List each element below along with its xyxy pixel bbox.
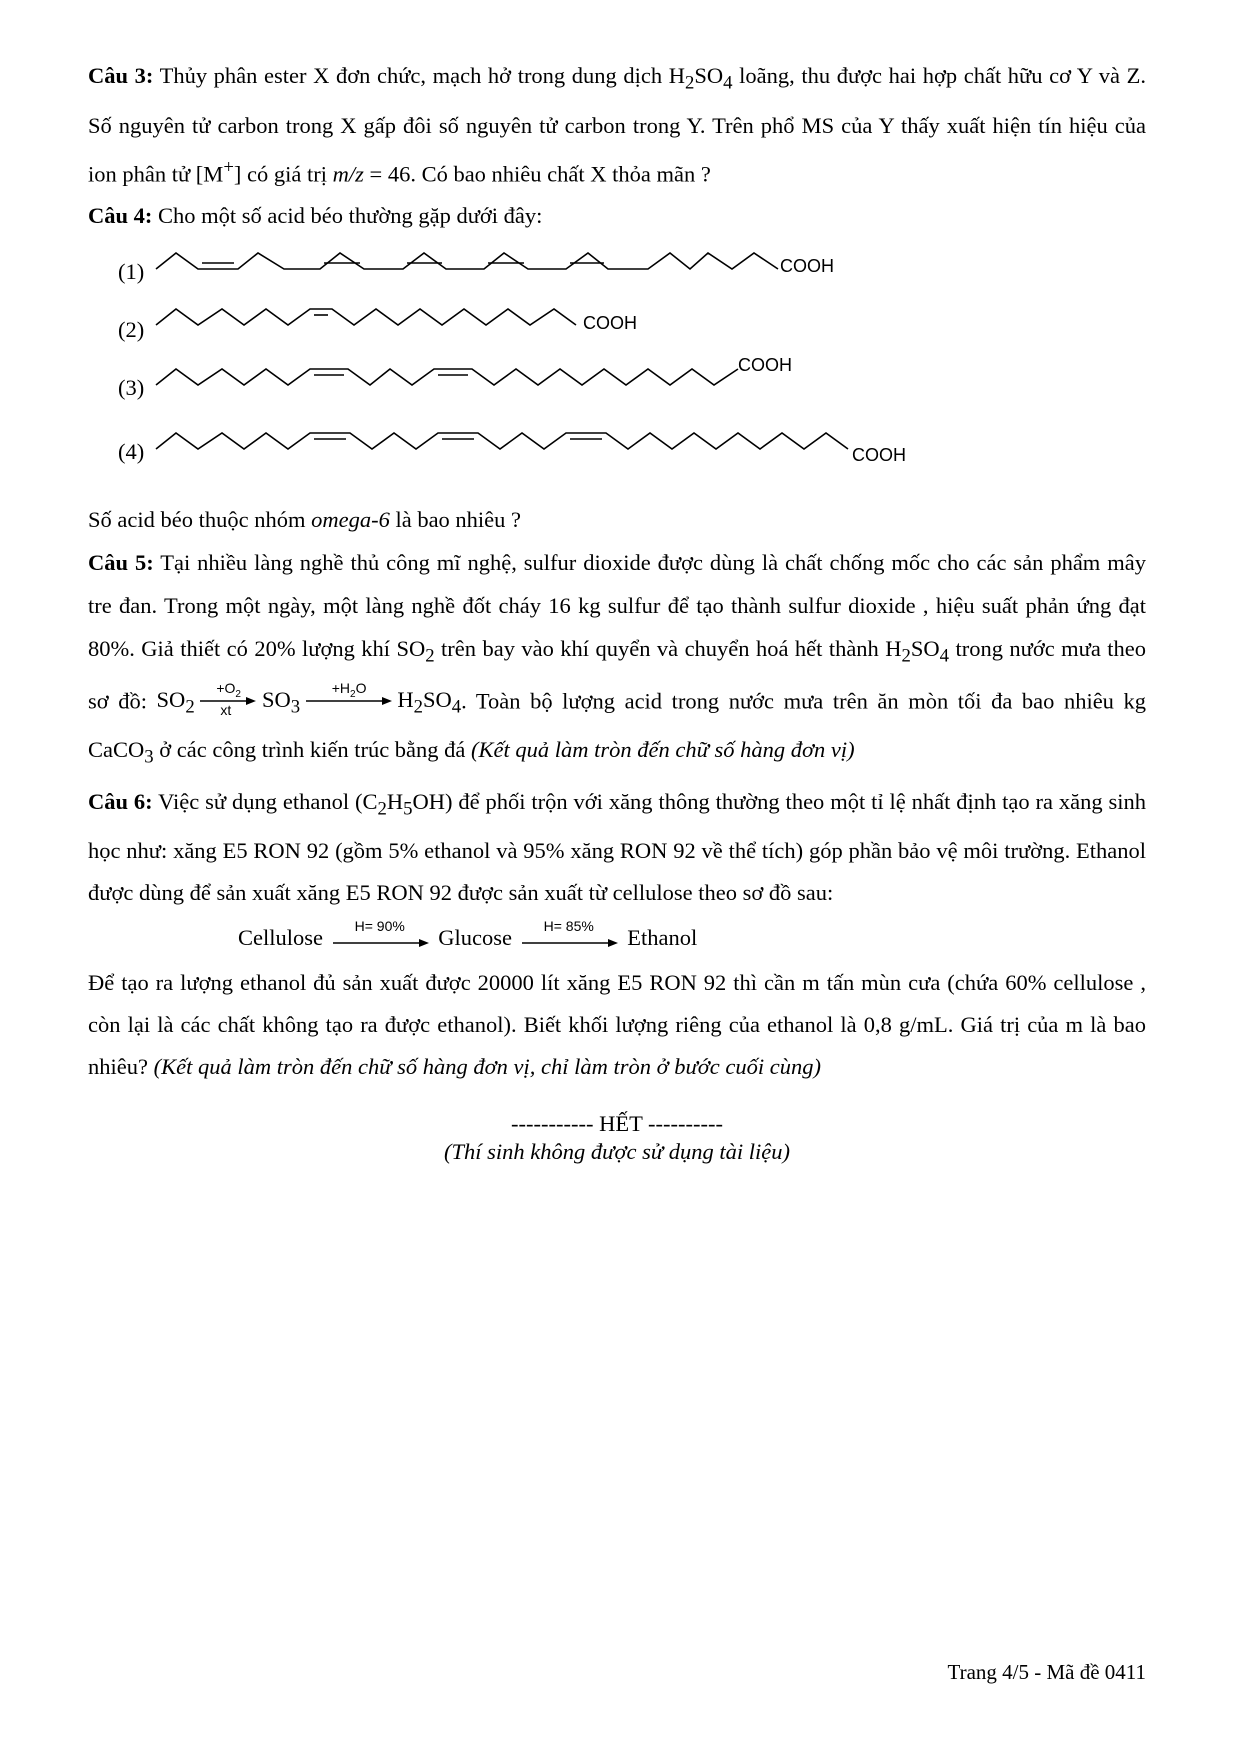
question-3-label: Câu 3: — [88, 63, 154, 88]
end-text: ----------- HẾT ---------- — [511, 1111, 723, 1136]
structure-3-group: COOH — [738, 355, 792, 375]
structure-3-label: (3) — [118, 375, 145, 400]
structure-4-group: COOH — [852, 445, 906, 465]
question-5: Câu 5: Tại nhiều làng nghề thủ công mĩ nghệ, sulfur dioxide được dùng là chất chống mốc cho các sản phẩm mây tre đan. Trong một ngày, một làng nghề đốt cháy 16 kg sulfur để tạo thành sulfur dioxide , hiệu suất phản ứng đạt 80%. Giả thiết có 20% lượng khí $SO_2$ trên bay vào khí quyển và chuyển hoá hết thành $H_2SO_4$ trong nước mưa theo sơ đồ: $SO_2$ $+O_2$ xt $SO_3$ $+H_2O$ $H_2SO_4$. Toàn bộ lượng acid trong nước mưa trên ăn mòn tối đa bao nhiêu kg CaCO$_3$ ở các công trình kiến trúc bằng đá (Kết quả làm tròn đến chữ số hàng đơn vị) — [88, 550, 1146, 768]
question-6-continued: Để tạo ra lượng ethanol đủ sản xuất được 20000 lít xăng E5 RON 92 thì cần m tấn mùn cưa (chứa 60% cellulose , còn lại là các chất không tạo ra được ethanol). Biết khối lượng riêng của ethanol là 0,8 g/mL. Giá trị của m là bao nhiêu? (Kết quả làm tròn đến chữ số hàng đơn vị, chỉ làm tròn ở bước cuối cùng) — [88, 970, 1146, 1079]
exam-page — [88, 55, 1146, 1166]
structure-4-label: (4) — [118, 439, 145, 464]
question-4-question: Số acid béo thuộc nhóm omega-6 là bao nhiêu ? — [88, 507, 522, 532]
structure-1-label: (1) — [118, 259, 145, 284]
arrow-h85: H= 85% — [522, 925, 618, 955]
structure-3-skeleton — [88, 353, 1146, 413]
structure-1-group: COOH — [780, 256, 834, 276]
end-marker — [88, 1110, 1146, 1166]
structure-2-skeleton — [88, 295, 1146, 355]
structure-4-skeleton — [88, 409, 1146, 479]
question-6: Câu 6: Việc sử dụng ethanol $(C_2H_5OH)$ để phối trộn với xăng thông thường theo một tỉ lệ nhất định tạo ra xăng sinh học như: xăng E5 RON 92 (gồm 5% ethanol và 95% xăng RON 92 về thể tích) góp phần bảo vệ môi trường. Ethanol được dùng để sản xuất xăng E5 RON 92 được sản xuất từ cellulose theo sơ đồ sau: — [88, 788, 1146, 905]
fatty-acid-structures — [88, 237, 1146, 499]
question-6-label: Câu 6: — [88, 788, 153, 814]
question-5-label: Câu 5: — [88, 550, 154, 575]
cellulose-scheme: Cellulose H= 90% Glucose H= 85% Ethanol — [238, 914, 1146, 962]
arrow-o2: $+O_2$ xt — [200, 681, 256, 721]
question-3: Câu 3: Thủy phân ester X đơn chức, mạch hở trong dung dịch $H_2SO_4$ loãng, thu được hai hợp chất hữu cơ Y và Z. Số nguyên tử carbon trong X gấp đôi số nguyên tử carbon trong Y. Trên phổ MS của Y thấy xuất hiện tín hiệu của ion phân tử [M+] có giá trị m/z = 46. Có bao nhiêu chất X thỏa mãn ? — [88, 63, 1147, 186]
page-footer: Trang 4/5 - Mã đề 0411 — [947, 1660, 1146, 1684]
end-note: (Thí sinh không được sử dụng tài liệu) — [444, 1139, 790, 1164]
so2-reaction-scheme: $SO_2$ $+O_2$ xt $SO_3$ $+H_2O$ $H_2SO_4$ — [157, 678, 462, 729]
structure-2-label: (2) — [118, 317, 145, 342]
arrow-h90: H= 90% — [333, 925, 429, 955]
arrow-h2o: $+H_2O$ — [306, 681, 392, 721]
structure-1-skeleton — [88, 237, 1146, 297]
question-4-label: Câu 4: — [88, 203, 153, 228]
question-4-intro: Câu 4: Cho một số acid béo thường gặp dưới đây: — [88, 203, 543, 228]
structure-2-group: COOH — [583, 313, 637, 333]
